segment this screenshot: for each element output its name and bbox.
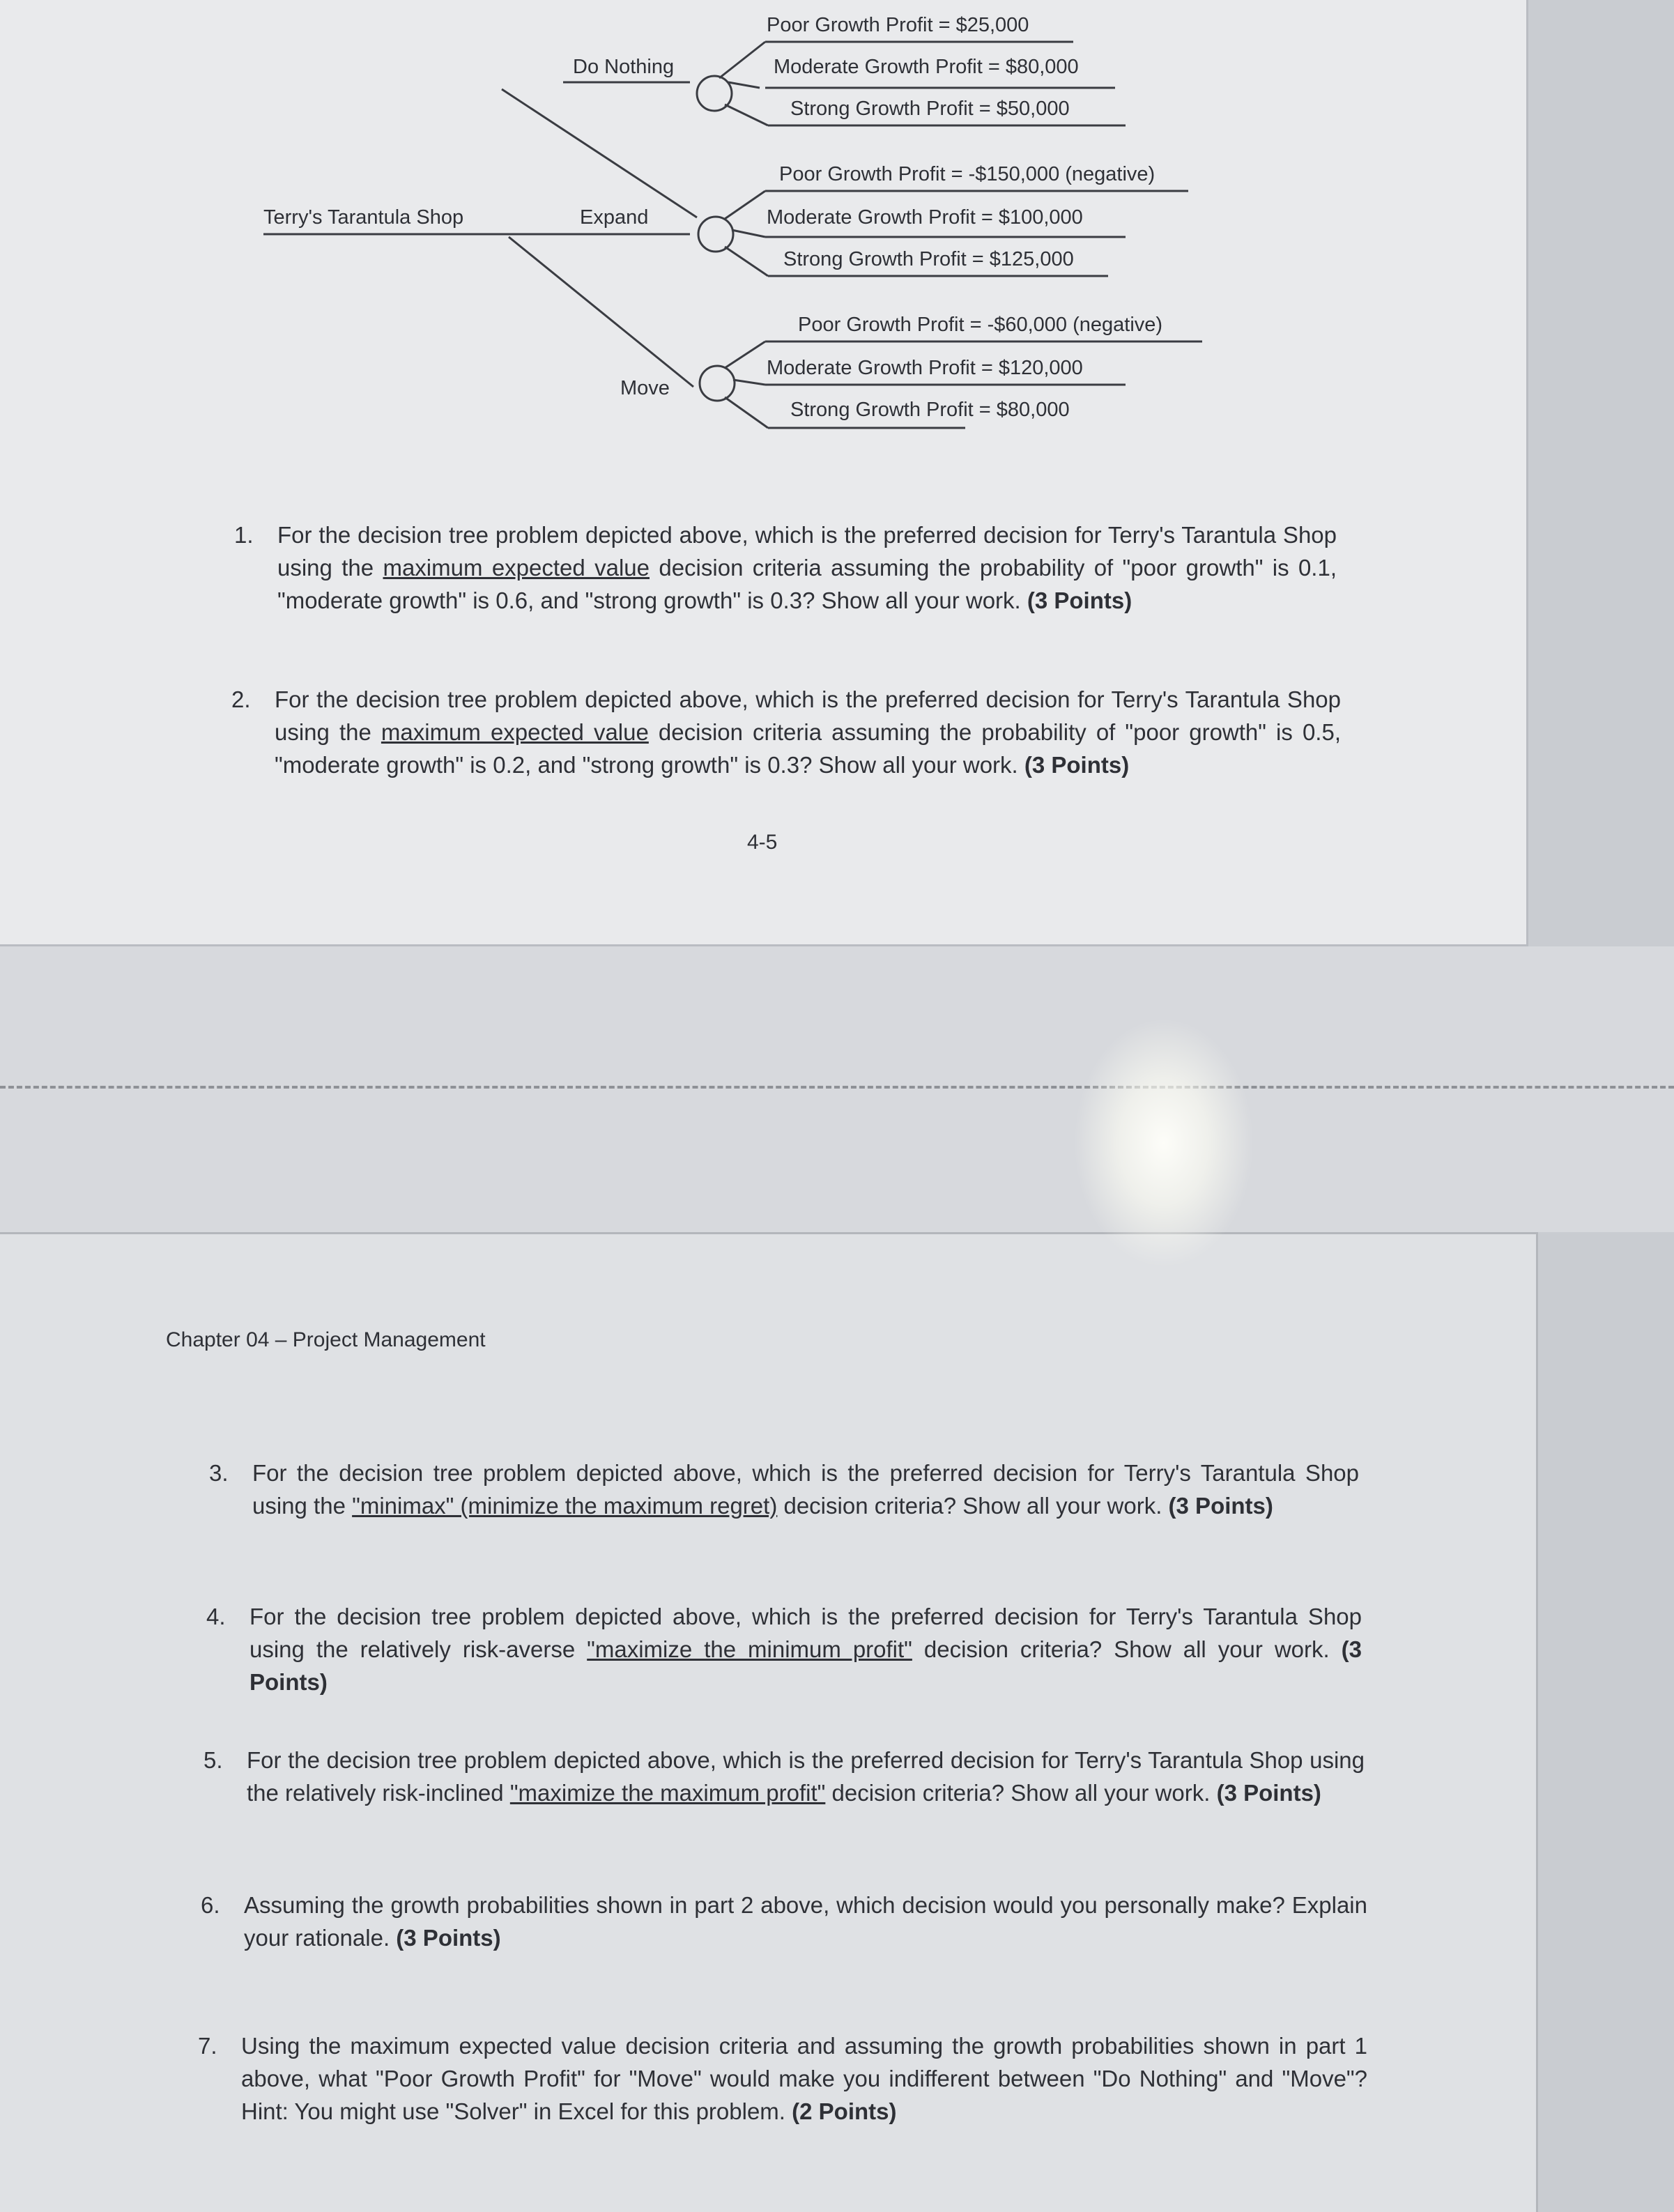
outcome-label: Strong Growth Profit = $80,000 (790, 399, 1070, 421)
decision-tree-diagram (0, 0, 1526, 446)
outcome-label: Poor Growth Profit = -$60,000 (negative) (798, 314, 1163, 336)
question-7: 7. Using the maximum expected value decision criteria and assuming the growth probabilities shown in part 1 above, what "Poor Growth Profit" for "Move" would make you indifferent between "Do Nothing" and "Move"? Hint: You might use "Solver" in Excel for this problem. (2 Points) (241, 2029, 1367, 2128)
question-number: 3. (209, 1460, 229, 1486)
light-glare (1073, 1017, 1254, 1268)
question-3: 3. For the decision tree problem depicted above, which is the preferred decision for Terry's Tarantula Shop using the "minimax" (minimize the maximum regret) decision criteria? Show all your work. (3 Points) (252, 1457, 1359, 1522)
outcome-label: Poor Growth Profit = $25,000 (767, 14, 1029, 36)
question-number: 7. (198, 2033, 217, 2059)
outcome-label: Poor Growth Profit = -$150,000 (negative) (779, 163, 1155, 185)
decision-move-label: Move (620, 377, 670, 399)
decision-expand-label: Expand (580, 206, 649, 229)
question-number: 2. (231, 686, 251, 712)
page-break-line (0, 1086, 1674, 1089)
branch-do-nothing-line (502, 89, 697, 217)
branch-move-line (509, 237, 693, 387)
outcome-label: Moderate Growth Profit = $120,000 (767, 357, 1083, 379)
question-6: 6. Assuming the growth probabilities shown in part 2 above, which decision would you personally make? Explain your rationale. (3 Points) (244, 1889, 1367, 1954)
chance-node-move (700, 366, 735, 401)
outcome-label: Moderate Growth Profit = $100,000 (767, 206, 1083, 229)
page-gap (0, 946, 1674, 1232)
question-4: 4. For the decision tree problem depicted above, which is the preferred decision for Terry's Tarantula Shop using the relatively risk-averse "maximize the minimum profit" decision criteria? Show all your work. (3 Points) (249, 1600, 1362, 1698)
decision-do-nothing-label: Do Nothing (573, 56, 675, 78)
question-5: 5. For the decision tree problem depicted above, which is the preferred decision for Terry's Tarantula Shop using the relatively risk-inclined "maximize the maximum profit" decision criteria? Show all your work. (3 Points) (247, 1744, 1365, 1809)
page-number: 4-5 (747, 831, 778, 854)
chance-node-expand (698, 217, 733, 252)
outcome-label: Strong Growth Profit = $50,000 (790, 98, 1070, 120)
chapter-header: Chapter 04 – Project Management (166, 1328, 486, 1351)
outcome-label: Moderate Growth Profit = $80,000 (774, 56, 1079, 78)
question-number: 6. (201, 1892, 220, 1918)
question-number: 1. (234, 522, 254, 548)
question-1: 1. For the decision tree problem depicted above, which is the preferred decision for Terry's Tarantula Shop using the maximum expected value decision criteria assuming the probability of "poor growth" is 0.1, "moderate growth" is 0.6, and "strong growth" is 0.3? Show all your work. (3 Points) (277, 519, 1337, 617)
question-number: 4. (206, 1604, 226, 1629)
question-number: 5. (204, 1747, 223, 1773)
tree-root-label: Terry's Tarantula Shop (263, 206, 464, 229)
question-2: 2. For the decision tree problem depicted above, which is the preferred decision for Terry's Tarantula Shop using the maximum expected value decision criteria assuming the probability of "poor growth" is 0.5, "moderate growth" is 0.2, and "strong growth" is 0.3? Show all your work. (3 Points) (275, 683, 1341, 781)
outcome-label: Strong Growth Profit = $125,000 (783, 248, 1074, 270)
